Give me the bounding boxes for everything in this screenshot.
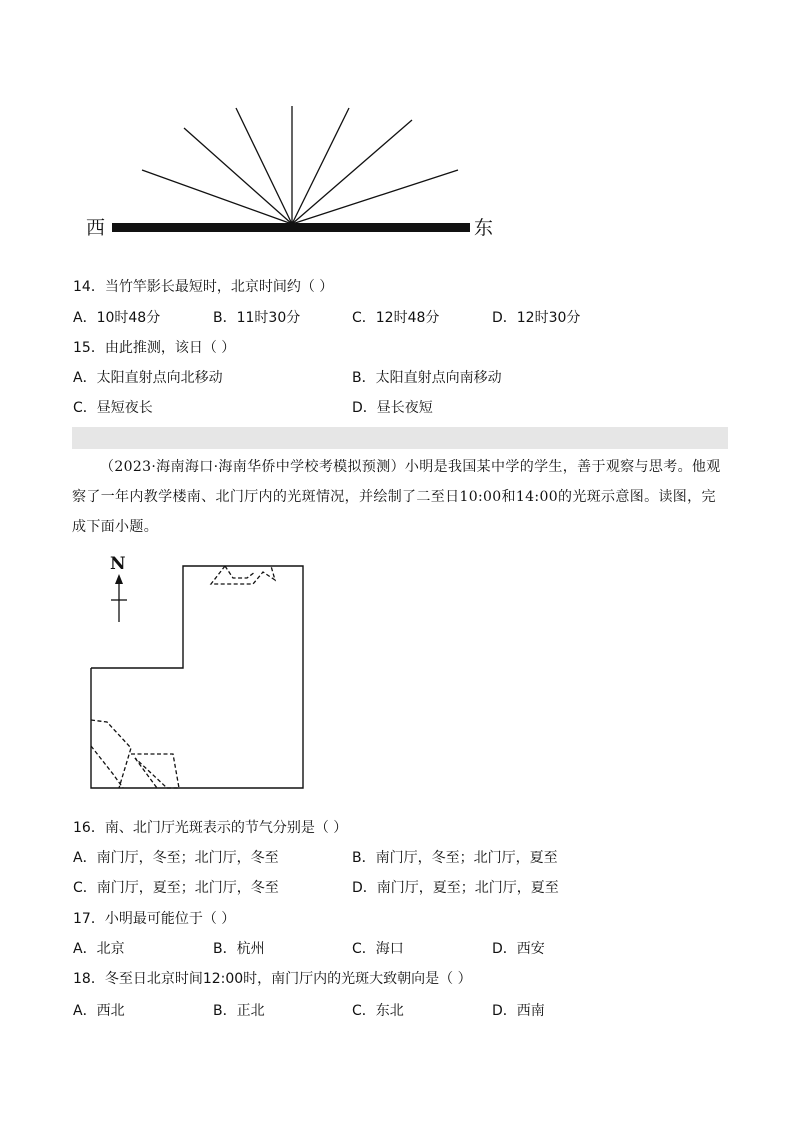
- question-16-stem: 16．南、北门厅光斑表示的节气分别是（ ）: [73, 820, 348, 836]
- north-light-spot: [211, 566, 275, 584]
- south-light-spot: [135, 758, 157, 788]
- question-17-stem: 17．小明最可能位于（ ）: [73, 911, 236, 927]
- q15-option-c: C．昼短夜长: [73, 400, 153, 416]
- q18-option-b: B．正北: [213, 1003, 265, 1019]
- south-light-spot: [131, 754, 179, 788]
- q17-option-c: C．海口: [352, 941, 404, 957]
- q15-option-d: D．昼长夜短: [352, 400, 433, 416]
- south-light-spot: [91, 746, 123, 788]
- q14-option-a: A．10时48分: [73, 310, 161, 326]
- passage-text: （2023·海南海口·海南华侨中学校考模拟预测）小明是我国某中学的学生，善于观察与思考。他观察了一年内教学楼南、北门厅内的光斑情况，并绘制了二至日10:00和14:00的光斑示意图。读图，完成下面小题。: [72, 459, 721, 535]
- q15-option-a: A．太阳直射点向北移动: [73, 370, 223, 386]
- section-separator: [72, 427, 728, 449]
- q17-option-b: B．杭州: [213, 941, 265, 957]
- q14-option-d: D．12时30分: [492, 310, 581, 326]
- east-label: 东: [474, 217, 494, 239]
- west-label: 西: [86, 217, 106, 239]
- q18-option-c: C．东北: [352, 1003, 404, 1019]
- q17-option-a: A．北京: [73, 941, 125, 957]
- shadow-line: [292, 108, 349, 224]
- ground-bar: [112, 223, 470, 232]
- shadow-fan-diagram: [80, 100, 510, 245]
- q15-option-b: B．太阳直射点向南移动: [352, 370, 502, 386]
- q17-option-d: D．西安: [492, 941, 545, 957]
- q14-option-c: C．12时48分: [352, 310, 440, 326]
- question-14-stem: 14．当竹竿影长最短时，北京时间约（ ）: [73, 279, 334, 295]
- q16-option-b: B．南门厅，冬至；北门厅，夏至: [352, 850, 558, 866]
- shadow-line: [292, 170, 458, 224]
- shadow-line: [184, 128, 292, 224]
- question-18-stem: 18．冬至日北京时间12:00时，南门厅内的光斑大致朝向是（ ）: [73, 971, 472, 987]
- question-15-stem: 15．由此推测，该日（ ）: [73, 340, 236, 356]
- q18-option-a: A．西北: [73, 1003, 125, 1019]
- q14-option-b: B．11时30分: [213, 310, 301, 326]
- building-outline: [91, 566, 303, 788]
- floor-plan-diagram: [85, 560, 315, 795]
- shadow-line: [292, 120, 412, 224]
- q16-option-d: D．南门厅，夏至；北门厅，夏至: [352, 880, 559, 896]
- north-label: N: [110, 554, 126, 574]
- north-light-spot: [225, 566, 255, 578]
- q18-option-d: D．西南: [492, 1003, 545, 1019]
- q16-option-a: A．南门厅，冬至；北门厅，冬至: [73, 850, 279, 866]
- q16-option-c: C．南门厅，夏至；北门厅，冬至: [73, 880, 279, 896]
